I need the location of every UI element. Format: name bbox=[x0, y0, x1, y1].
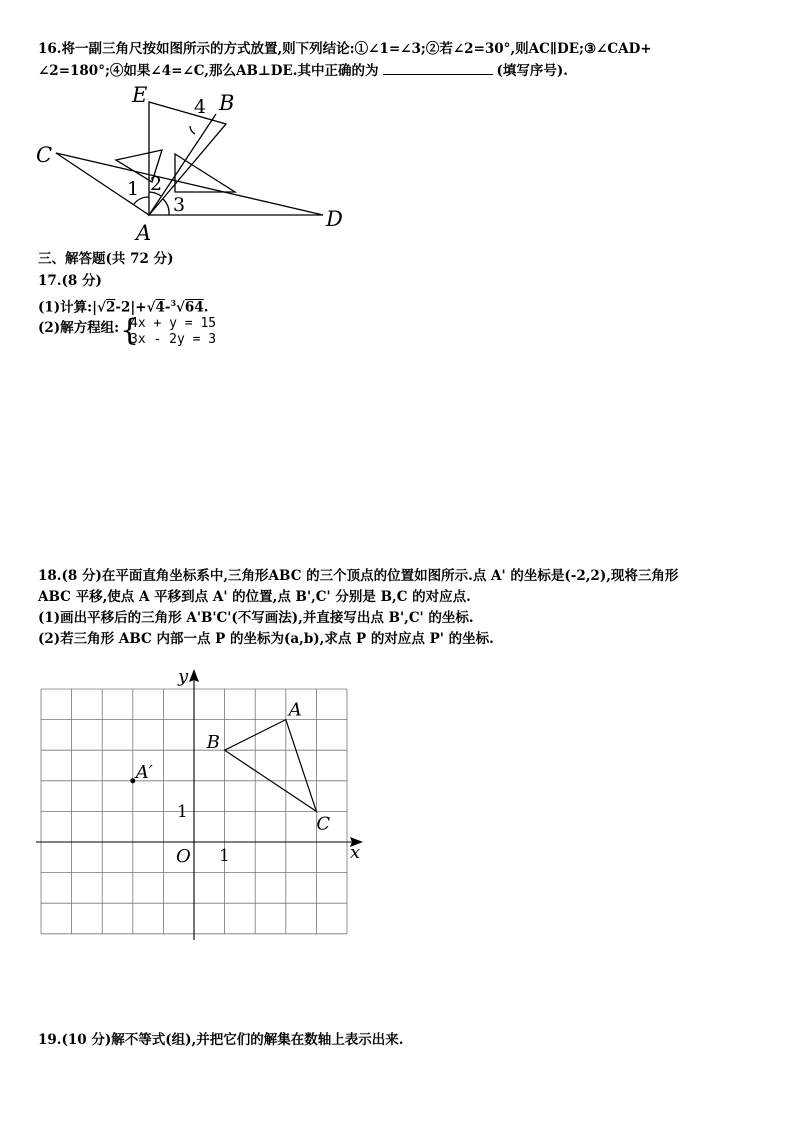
abs-close-plus: -2|+ bbox=[115, 299, 147, 316]
q16-figure bbox=[30, 82, 350, 244]
sqrt-4: 4 bbox=[155, 299, 165, 316]
triangle-abc bbox=[225, 720, 317, 812]
coordinate-grid-figure bbox=[30, 660, 370, 950]
q18-line3: (1)画出平移后的三角形 A'B'C'(不写画法),并直接写出点 B',C' 的坐标. bbox=[38, 610, 474, 626]
arc-4 bbox=[190, 126, 195, 134]
angle-label-2: 2 bbox=[150, 173, 163, 195]
x-unit-label: 1 bbox=[219, 846, 230, 866]
vertex-label-b: B bbox=[206, 732, 220, 754]
arc-3 bbox=[163, 199, 169, 215]
sqrt-2: 2 bbox=[105, 299, 116, 316]
label-c: C bbox=[36, 143, 53, 167]
angle-label-1: 1 bbox=[127, 178, 140, 200]
equation-system bbox=[130, 316, 216, 348]
q18-line1: 18.(8 分)在平面直角坐标系中,三角形ABC 的三个顶点的位置如图所示.点 A' 的坐标是(-2,2),现将三角形 bbox=[38, 568, 679, 584]
q18-line2: ABC 平移,使点 A 平移到点 A' 的位置,点 B',C' 分别是 B,C 的对应点. bbox=[38, 589, 471, 605]
cbrt-64: 64 bbox=[184, 299, 204, 316]
label-a-prime: A′ bbox=[135, 761, 153, 783]
q17-part1-prefix: (1)计算: bbox=[38, 299, 93, 316]
system-brace: { bbox=[120, 313, 140, 348]
sqrt-sign-2: √ bbox=[146, 299, 156, 316]
cbrt-index: 3 bbox=[170, 298, 177, 308]
axes bbox=[36, 672, 360, 940]
minus-sign: - bbox=[164, 299, 171, 316]
cbrt-sign: √ bbox=[176, 299, 185, 316]
q17-part2 bbox=[38, 313, 217, 348]
point-a-prime bbox=[130, 778, 135, 783]
label-d: D bbox=[326, 207, 343, 231]
y-unit-label: 1 bbox=[177, 802, 188, 822]
equation-1: 4x + y = 15 bbox=[130, 316, 217, 331]
q16-line2a: ∠2=180°;④如果∠4=∠C,那么AB⊥DE.其中正确的为 bbox=[38, 63, 379, 79]
q17-title: 17.(8 分) bbox=[38, 273, 102, 289]
answer-blank[interactable] bbox=[383, 62, 493, 75]
x-axis-label: x bbox=[350, 842, 361, 863]
angle-label-3: 3 bbox=[173, 194, 186, 216]
equation-2: 3x - 2y = 3 bbox=[130, 332, 217, 347]
abs-open: | bbox=[92, 299, 98, 316]
vertex-label-a: A bbox=[288, 699, 302, 721]
section-3-title: 三、解答题(共 72 分) bbox=[38, 251, 174, 267]
q19-line1: 19.(10 分)解不等式(组),并把它们的解集在数轴上表示出来. bbox=[38, 1032, 404, 1048]
q16-line2 bbox=[38, 62, 568, 80]
label-e: E bbox=[132, 83, 148, 107]
q17-part2-prefix: (2)解方程组: bbox=[38, 320, 120, 336]
triangle-cad bbox=[56, 153, 323, 215]
angle-label-4: 4 bbox=[194, 96, 207, 118]
sqrt-sign: √ bbox=[97, 299, 106, 316]
q16-line2b: (填写序号). bbox=[496, 63, 568, 79]
q16-line1: 16.将一副三角尺按如图所示的方式放置,则下列结论:①∠1=∠3;②若∠2=30°,则AC∥DE;③∠CAD+ bbox=[38, 41, 652, 57]
q18-line4: (2)若三角形 ABC 内部一点 P 的坐标为(a,b),求点 P 的对应点 P' 的坐标. bbox=[38, 631, 494, 647]
label-a: A bbox=[136, 221, 152, 244]
period: . bbox=[203, 299, 209, 316]
y-axis-label: y bbox=[178, 666, 189, 687]
label-b: B bbox=[219, 91, 235, 115]
vertex-label-c: C bbox=[316, 813, 331, 835]
origin-label: O bbox=[176, 846, 191, 867]
